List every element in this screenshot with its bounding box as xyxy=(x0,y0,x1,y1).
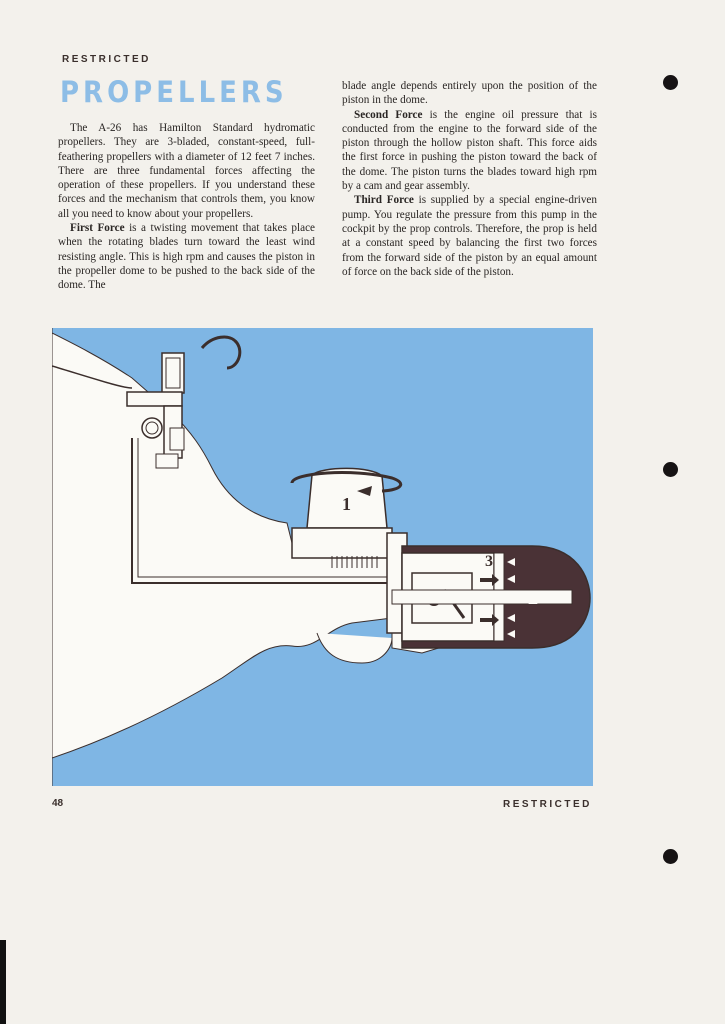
third-force-label: Third Force xyxy=(354,194,414,207)
binder-hole-bottom xyxy=(663,849,678,864)
page-title: PROPELLERS xyxy=(60,76,288,110)
force-1-label: 1 xyxy=(342,494,351,514)
third-force-paragraph xyxy=(342,193,597,279)
propeller-diagram xyxy=(52,328,593,786)
force-3-label: 3 xyxy=(485,553,493,570)
binder-hole-middle xyxy=(663,462,678,477)
right-column xyxy=(342,79,597,279)
page-number: 48 xyxy=(52,798,64,809)
third-force-text: is supplied by a special engine-driven pump. You regulate the pressure from this pump in the cockpit by the prop controls. Therefore, the prop is held at a constant speed by balancing the first two forces from the forward side of the piston by an equal amount of force on the back side of the piston. xyxy=(342,194,597,278)
scan-edge-mark xyxy=(0,940,6,1024)
footer-restricted-label: RESTRICTED xyxy=(503,799,592,810)
binder-hole-top xyxy=(663,75,678,90)
intro-paragraph: The A-26 has Hamilton Standard hydromatic propellers. They are 3-bladed, constant-speed, full-feathering propellers with a diameter of 12 feet 7 inches. There are three fundamental forces affecting the operation of these propellers. If you understand these forces and the mechanism that controls them, you know all you need to know about your propellers. xyxy=(58,122,315,220)
continuation-paragraph: blade angle depends entirely upon the position of the piston in the dome. xyxy=(342,80,597,107)
piston-shaft xyxy=(392,590,572,604)
second-force-label: Second Force xyxy=(354,108,423,121)
propeller-dome xyxy=(392,546,590,648)
header-restricted-label: RESTRICTED xyxy=(62,54,151,65)
left-column xyxy=(58,121,315,293)
force-2-label: 2 xyxy=(528,588,539,608)
first-force-label: First Force xyxy=(70,222,125,235)
second-force-paragraph xyxy=(342,108,597,194)
second-force-text: is the engine oil pressure that is conducted from the engine to the forward side of the piston through the hollow piston shaft. This force aids the first force in pushing the piston toward the back of the dome. The piston turns the blades toward high rpm by a cam and gear assembly. xyxy=(342,108,597,193)
first-force-paragraph xyxy=(58,221,315,292)
first-force-text: is a twisting movement that takes place when the rotating blades turn toward the least wind resisting angle. This is high rpm and causes the piston in the propeller dome to be pushed to the back side of the dome. The xyxy=(58,222,315,292)
